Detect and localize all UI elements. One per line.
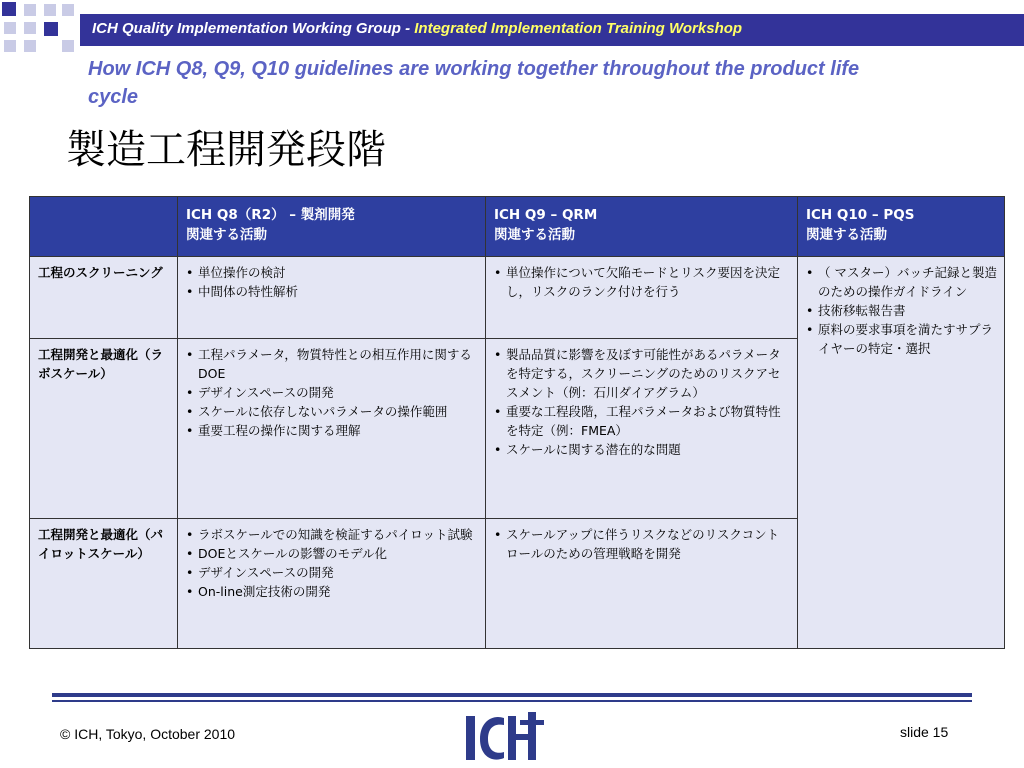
list-item: • スケールに依存しないパラメータの操作範囲 [186,402,479,421]
q9-cell [486,519,798,649]
footer-rule-thin [52,700,972,702]
page-title: 製造工程開発段階 [66,127,386,173]
list-item: • 製品品質に影響を及ぼす可能性があるパラメータを特定する，スクリーニングのためのリスクアセスメント（例：石川ダイアグラム） [494,345,791,402]
list-item: • 重要工程の操作に関する理解 [186,421,479,440]
list-item: • デザインスペースの開発 [186,563,479,582]
list-item: • 中間体の特性解析 [186,282,479,301]
q8-list [186,525,479,601]
slide-subtitle: How ICH Q8, Q9, Q10 guidelines are working together throughout the product life cycle [88,58,860,108]
header-q10-line2: 関連する活動 [806,227,887,243]
banner-prefix: ICH Quality Implementation Working Group - [92,20,415,37]
list-item: • 単位操作について欠陥モードとリスク要因を決定し，リスクのランク付けを行う [494,263,791,301]
q9-list [494,263,791,301]
slide-number: slide 15 [900,724,949,740]
table-header-row [30,197,1005,257]
list-item: • 原料の要求事項を満たすサプライヤーの特定・選択 [806,320,998,358]
banner-text [92,20,742,37]
q10-list [806,263,998,358]
list-item: • ラボスケールでの知識を検証するパイロット試験 [186,525,479,544]
header-q9 [486,197,798,257]
q9-list [494,525,791,563]
activities-table [29,196,1005,649]
header-banner [80,14,1024,46]
q10-cell [798,257,1005,649]
header-q8 [178,197,486,257]
copyright-text: © ICH, Tokyo, October 2010 [60,726,236,742]
header-q9-line1: ICH Q9 – QRM [494,207,598,223]
header-q10 [798,197,1005,257]
list-item: • On-line測定技術の開発 [186,582,479,601]
footer-rule-thick [52,693,972,697]
row-label: 工程開発と最適化（ラボスケール） [30,339,178,519]
q9-cell [486,339,798,519]
q8-cell [178,339,486,519]
q8-list [186,345,479,440]
q9-list [494,345,791,459]
list-item: • 工程パラメータ，物質特性との相互作用に関するDOE [186,345,479,383]
header-q8-line2: 関連する活動 [186,227,267,243]
list-item: • スケールに関する潜在的な問題 [494,440,791,459]
table-corner-cell [30,197,178,257]
ich-logo [464,706,544,768]
header-q8-line1: ICH Q8（R2） – 製剤開発 [186,207,355,223]
list-item: • 重要な工程段階，工程パラメータおよび物質特性を特定（例：FMEA） [494,402,791,440]
list-item: • 技術移転報告書 [806,301,998,320]
q8-list [186,263,479,301]
q9-cell [486,257,798,339]
list-item: • デザインスペースの開発 [186,383,479,402]
banner-highlight: Integrated Implementation Training Workshop [414,20,743,37]
q8-cell [178,257,486,339]
list-item: • （ マスター）バッチ記録と製造のための操作ガイドライン [806,263,998,301]
corner-decoration [0,0,80,60]
list-item: • DOEとスケールの影響のモデル化 [186,544,479,563]
header-q10-line1: ICH Q10 – PQS [806,207,915,223]
q8-cell [178,519,486,649]
row-label: 工程のスクリーニング [30,257,178,339]
table-row [30,257,1005,339]
header-q9-line2: 関連する活動 [494,227,575,243]
row-label: 工程開発と最適化（パイロットスケール） [30,519,178,649]
list-item: • スケールアップに伴うリスクなどのリスクコントロールのための管理戦略を開発 [494,525,791,563]
list-item: • 単位操作の検討 [186,263,479,282]
